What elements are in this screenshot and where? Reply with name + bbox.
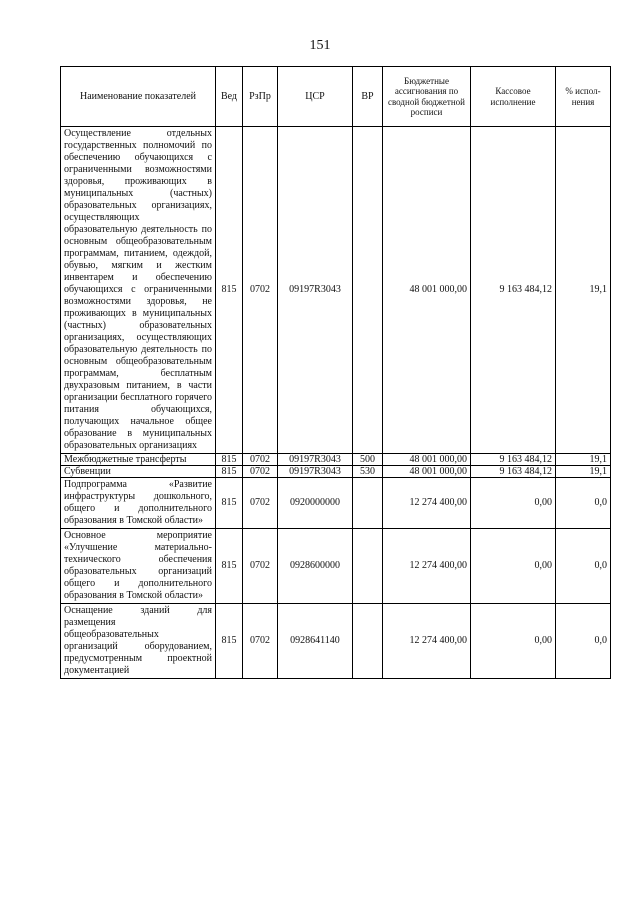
- row-ved: 815: [216, 466, 243, 478]
- row-percent: 0,0: [556, 478, 611, 529]
- page-number: 151: [309, 38, 331, 53]
- budget-execution-table: [60, 66, 611, 679]
- table-row: [61, 478, 611, 529]
- row-cash: 9 163 484,12: [471, 466, 556, 478]
- row-percent: 0,0: [556, 529, 611, 604]
- table-header-row: [61, 67, 611, 127]
- row-rzpr: 0702: [243, 127, 278, 454]
- row-budget: 48 001 000,00: [383, 454, 471, 466]
- row-budget: 12 274 400,00: [383, 604, 471, 679]
- row-ved: 815: [216, 127, 243, 454]
- row-rzpr: 0702: [243, 604, 278, 679]
- header-ved: Вед: [216, 67, 243, 127]
- row-vr: [353, 478, 383, 529]
- row-csr: 09197R3043: [278, 127, 353, 454]
- row-name: Осуществление отдельных государственных полномочий по обеспечению обучающихся с ограниченными возможностями здоровья, проживающих в муниципальных (частных) образовательных организациях, осуществляющих образовательную деятельность по основным общеобразовательным программам, питанием, одеждой, обувью, мягким и жестким инвентарем и обеспечению обучающихся с ограниченными возможностями здоровья, не проживающих в муниципальных (частных) образовательных организациях, осуществляющих образовательную деятельность по основным общеобразовательным программам, бесплатным двухразовым питанием, в части организации бесплатного горячего питания обучающихся, получающих начальное общее образование в муниципальных образовательных организациях: [61, 127, 216, 454]
- table-row: [61, 466, 611, 478]
- row-rzpr: 0702: [243, 454, 278, 466]
- table-row: [61, 604, 611, 679]
- row-cash: 9 163 484,12: [471, 127, 556, 454]
- header-budget: Бюджетные ассигнования по сводной бюджетной росписи: [383, 67, 471, 127]
- row-budget: 12 274 400,00: [383, 478, 471, 529]
- row-percent: 19,1: [556, 454, 611, 466]
- row-csr: 0920000000: [278, 478, 353, 529]
- row-cash: 0,00: [471, 478, 556, 529]
- row-name: Субвенции: [61, 466, 216, 478]
- row-csr: 0928600000: [278, 529, 353, 604]
- row-budget: 48 001 000,00: [383, 127, 471, 454]
- row-vr: 530: [353, 466, 383, 478]
- row-ved: 815: [216, 478, 243, 529]
- row-name: Межбюджетные трансферты: [61, 454, 216, 466]
- row-budget: 12 274 400,00: [383, 529, 471, 604]
- row-name: Подпрограмма «Развитие инфраструктуры дошкольного, общего и дополнительного образования в Томской области»: [61, 478, 216, 529]
- header-rzpr: РзПр: [243, 67, 278, 127]
- row-ved: 815: [216, 604, 243, 679]
- row-rzpr: 0702: [243, 466, 278, 478]
- row-csr: 0928641140: [278, 604, 353, 679]
- row-name: Оснащение зданий для размещения общеобразовательных организаций оборудованием, предусмотренным проектной документацией: [61, 604, 216, 679]
- header-name: Наименование показателей: [61, 67, 216, 127]
- header-percent: % испол-нения: [556, 67, 611, 127]
- row-cash: 0,00: [471, 529, 556, 604]
- row-name: Основное мероприятие «Улучшение материально-технического обеспечения образовательных организаций общего и дополнительного образования в Томской области»: [61, 529, 216, 604]
- row-csr: 09197R3043: [278, 466, 353, 478]
- table-row: [61, 454, 611, 466]
- row-vr: [353, 529, 383, 604]
- header-cash: Кассовое исполнение: [471, 67, 556, 127]
- row-csr: 09197R3043: [278, 454, 353, 466]
- row-ved: 815: [216, 529, 243, 604]
- row-vr: [353, 127, 383, 454]
- row-vr: 500: [353, 454, 383, 466]
- row-percent: 19,1: [556, 127, 611, 454]
- row-percent: 19,1: [556, 466, 611, 478]
- row-cash: 9 163 484,12: [471, 454, 556, 466]
- row-cash: 0,00: [471, 604, 556, 679]
- row-rzpr: 0702: [243, 529, 278, 604]
- header-vr: ВР: [353, 67, 383, 127]
- row-vr: [353, 604, 383, 679]
- row-percent: 0,0: [556, 604, 611, 679]
- table-row: [61, 529, 611, 604]
- header-csr: ЦСР: [278, 67, 353, 127]
- table-row: [61, 127, 611, 454]
- row-budget: 48 001 000,00: [383, 466, 471, 478]
- row-rzpr: 0702: [243, 478, 278, 529]
- row-ved: 815: [216, 454, 243, 466]
